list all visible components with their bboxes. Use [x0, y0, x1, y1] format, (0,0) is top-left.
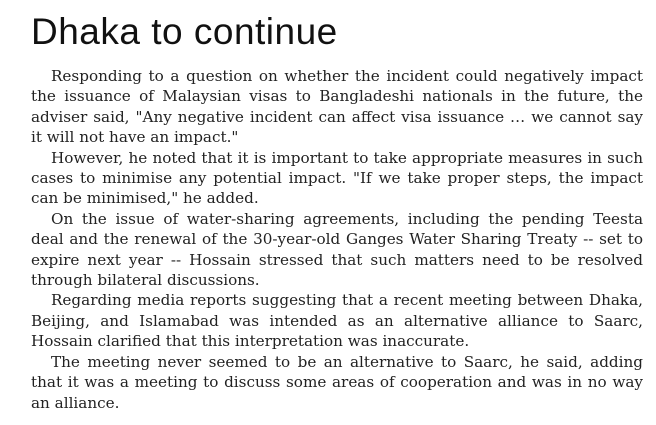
paragraph: On the issue of water-sharing agreements, including the pending Teesta deal and the renewal of the 30-year-old Ganges Water Sharing Treaty -- set to expire next year -- Hossain stressed that such matters need to be resolved through bilateral discussions.: [31, 209, 643, 290]
paragraph: However, he noted that it is important to take appropriate measures in such cases to minimise any potential impact. "If we take proper steps, the impact can be minimised," he added.: [31, 148, 643, 208]
paragraph: Regarding media reports suggesting that a recent meeting between Dhaka, Beijing, and Islamabad was intended as an alternative alliance to Saarc, Hossain clarified that this interpretation was inaccurate.: [31, 291, 643, 351]
headline: Dhaka to continue: [31, 11, 338, 52]
article-body: [31, 66, 643, 413]
paragraph: Responding to a question on whether the incident could negatively impact the issuance of Malaysian visas to Bangladeshi nationals in the future, the adviser said, "Any negative incident can affect visa issuance … we cannot say it will not have an impact.": [31, 67, 643, 147]
paragraph: The meeting never seemed to be an alternative to Saarc, he said, adding that it was a meeting to discuss some areas of cooperation and was in no way an alliance.: [31, 352, 643, 412]
article: [31, 10, 643, 413]
